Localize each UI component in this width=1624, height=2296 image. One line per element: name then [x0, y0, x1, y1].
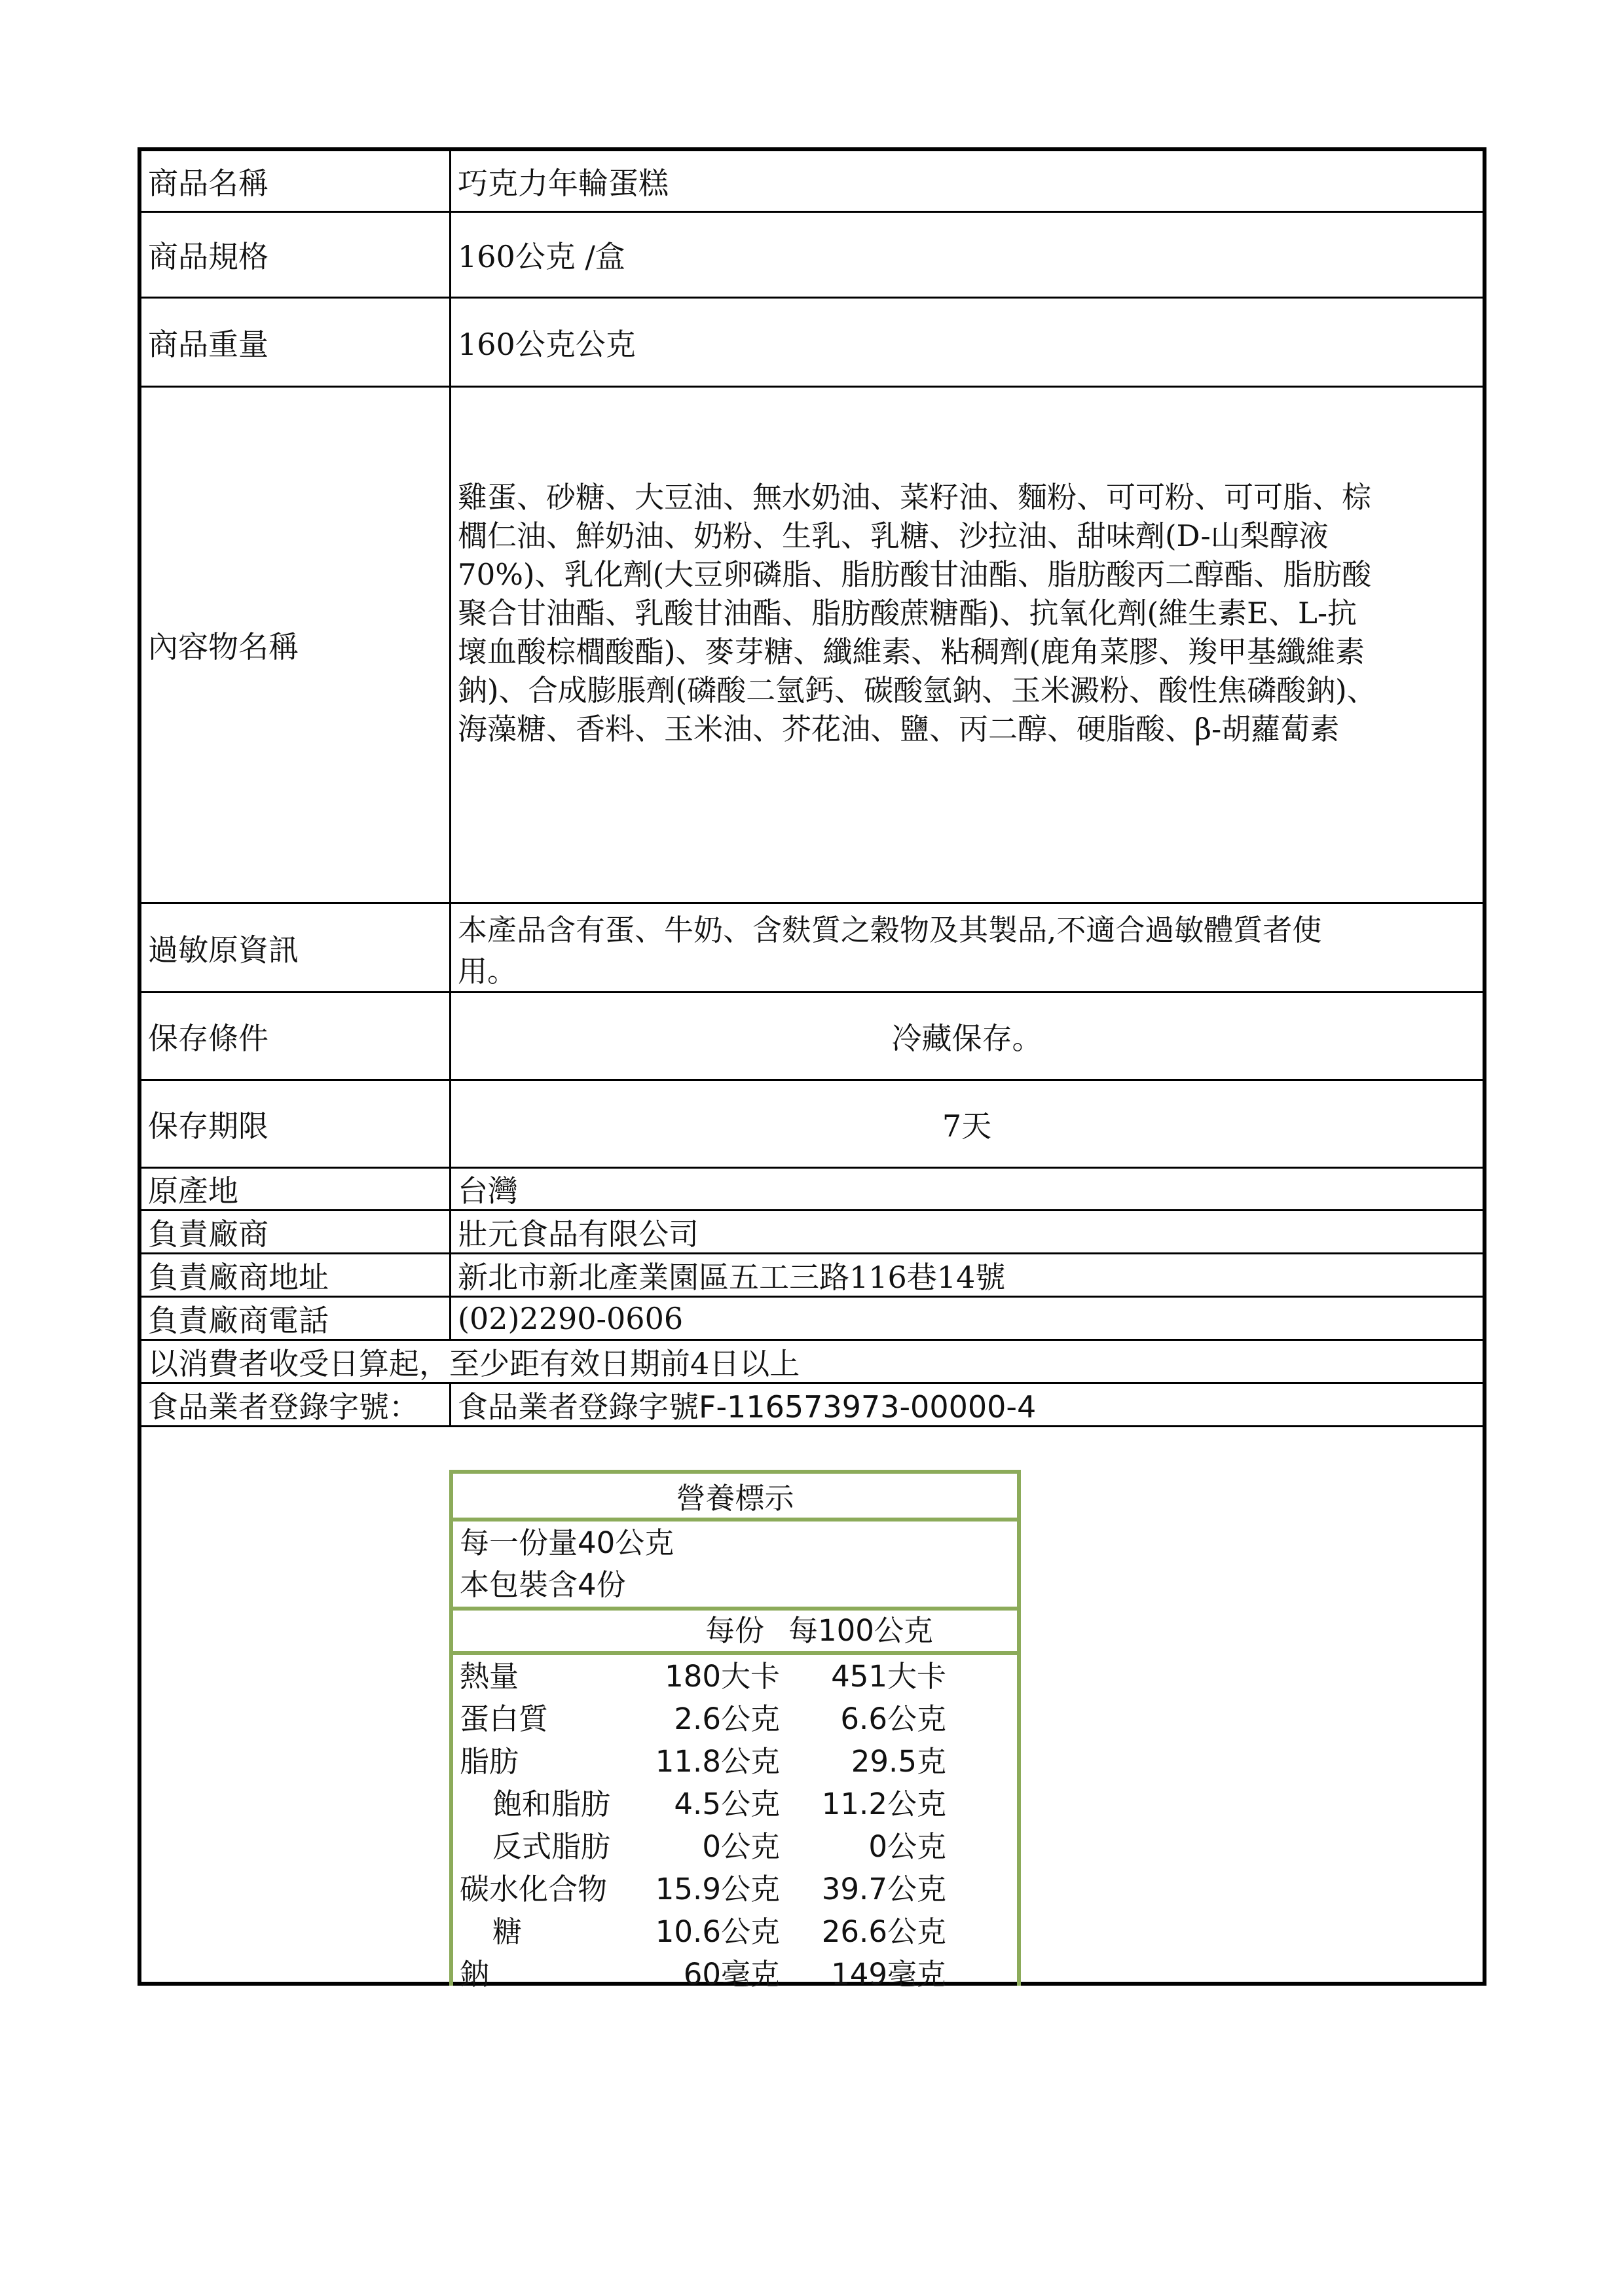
nutrition-panel: [449, 1470, 1021, 1992]
nutrition-rows: [453, 1655, 1017, 1992]
serving-size: 每一份量40公克: [460, 1525, 674, 1560]
nutrient-per-serving: 2.6公克: [674, 1702, 780, 1736]
label-registration: 食品業者登錄字號：: [141, 1384, 451, 1425]
label-product-name: 商品名稱: [141, 151, 451, 211]
ingredients-line: 櫚仁油、鮮奶油、奶粉、生乳、乳糖、沙拉油、甜味劑(D-山梨醇液: [458, 519, 1329, 553]
row-storage: [141, 993, 1483, 1081]
nutrient-per-serving: 180大卡: [665, 1659, 780, 1694]
nutrient-per-serving: 60毫克: [683, 1957, 780, 1992]
nutrient-per-serving: 15.9公克: [655, 1872, 780, 1906]
nutrient-name: 碳水化合物: [460, 1872, 608, 1906]
value-storage: 冷藏保存。: [891, 1020, 1043, 1056]
nutrition-row-sugar: [453, 1910, 1017, 1953]
label-ingredients: 內容物名稱: [141, 388, 451, 902]
column-per-100g: 每100公克: [788, 1613, 933, 1648]
value-product-weight: 160公克公克: [458, 326, 636, 362]
servings-per-package: 本包裝含4份: [460, 1567, 626, 1602]
row-registration: [141, 1384, 1483, 1427]
label-shelf-life: 保存期限: [141, 1081, 451, 1167]
nutrient-per-100g: 0公克: [868, 1829, 946, 1864]
nutrient-name: 糖: [492, 1914, 523, 1949]
nutrition-title: 營養標示: [453, 1474, 1017, 1522]
column-per-serving: 每份: [705, 1613, 765, 1648]
value-phone: (02)2290-0606: [458, 1300, 684, 1336]
value-origin: 台灣: [458, 1173, 518, 1209]
row-ingredients: [141, 388, 1483, 904]
allergen-text: [458, 909, 1483, 992]
nutrition-column-header: [453, 1611, 1017, 1655]
ingredients-line: 鈉)、合成膨脹劑(磷酸二氫鈣、碳酸氫鈉、玉米澱粉、酸性焦磷酸鈉)、: [458, 673, 1376, 708]
nutrition-row-sodium: [453, 1953, 1017, 1995]
nutrient-per-100g: 451大卡: [831, 1659, 946, 1694]
value-product-name: 巧克力年輪蛋糕: [458, 165, 669, 201]
label-storage: 保存條件: [141, 993, 451, 1079]
label-manufacturer: 負責廠商: [141, 1211, 451, 1252]
label-product-weight: 商品重量: [141, 299, 451, 386]
nutrition-row-carbohydrate: [453, 1868, 1017, 1910]
nutrient-name: 反式脂肪: [492, 1829, 611, 1864]
ingredients-line: 壞血酸棕櫚酸酯)、麥芽糖、纖維素、粘稠劑(鹿角菜膠、羧甲基纖維素: [458, 634, 1365, 669]
nutrient-name: 脂肪: [460, 1744, 519, 1779]
row-allergen: [141, 904, 1483, 993]
nutrient-per-100g: 149毫克: [831, 1957, 946, 1992]
nutrition-row-fat: [453, 1740, 1017, 1783]
value-address: 新北市新北產業園區五工三路116巷14號: [458, 1259, 1006, 1295]
row-shelf-life: [141, 1081, 1483, 1169]
nutrient-per-serving: 11.8公克: [655, 1744, 780, 1779]
nutrition-serving-info: [453, 1522, 1017, 1611]
nutrient-per-100g: 6.6公克: [840, 1702, 946, 1736]
nutrient-per-100g: 39.7公克: [821, 1872, 946, 1906]
value-shelf-life: 7天: [942, 1108, 992, 1144]
ingredients-line: 聚合甘油酯、乳酸甘油酯、脂肪酸蔗糖酯)、抗氧化劑(維生素E、L-抗: [458, 596, 1357, 630]
nutrition-row-trans-fat: [453, 1825, 1017, 1868]
nutrition-row-protein: [453, 1698, 1017, 1740]
row-phone: [141, 1298, 1483, 1341]
expiry-note: 以消費者收受日算起，至少距有效日期前4日以上: [148, 1345, 800, 1381]
nutrient-name: 蛋白質: [460, 1702, 549, 1736]
nutrient-name: 鈉: [460, 1957, 490, 1992]
row-product-name: [141, 151, 1483, 213]
value-manufacturer: 壯元食品有限公司: [458, 1216, 699, 1252]
nutrient-per-100g: 29.5克: [851, 1744, 946, 1779]
nutrient-name: 熱量: [460, 1659, 519, 1694]
nutrient-per-serving: 0公克: [702, 1829, 780, 1864]
label-allergen: 過敏原資訊: [141, 904, 451, 991]
value-product-spec: 160公克 /盒: [458, 239, 625, 274]
row-address: [141, 1254, 1483, 1298]
nutrient-per-100g: 11.2公克: [821, 1787, 946, 1821]
nutrient-per-serving: 10.6公克: [655, 1914, 780, 1949]
ingredients-text: [458, 478, 1483, 748]
row-product-weight: [141, 299, 1483, 388]
label-address: 負責廠商地址: [141, 1254, 451, 1296]
row-product-spec: [141, 213, 1483, 299]
label-origin: 原產地: [141, 1169, 451, 1209]
allergen-line: 用。: [458, 954, 517, 989]
ingredients-line: 雞蛋、砂糖、大豆油、無水奶油、菜籽油、麵粉、可可粉、可可脂、棕: [458, 480, 1372, 515]
value-registration: 食品業者登錄字號F-116573973-00000-4: [458, 1389, 1037, 1425]
ingredients-line: 海藻糖、香料、玉米油、芥花油、鹽、丙二醇、硬脂酸、β-胡蘿蔔素: [458, 712, 1340, 746]
ingredients-line: 70%)、乳化劑(大豆卵磷脂、脂肪酸甘油酯、脂肪酸丙二醇酯、脂肪酸: [458, 557, 1372, 592]
label-phone: 負責廠商電話: [141, 1298, 451, 1339]
nutrient-per-serving: 4.5公克: [674, 1787, 780, 1821]
row-expiry-note: [141, 1341, 1483, 1384]
nutrition-row-energy: [453, 1655, 1017, 1698]
nutrient-per-100g: 26.6公克: [821, 1914, 946, 1949]
nutrition-row-saturated-fat: [453, 1783, 1017, 1825]
label-product-spec: 商品規格: [141, 213, 451, 297]
allergen-line: 本產品含有蛋、牛奶、含麩質之穀物及其製品,不適合過敏體質者使: [458, 913, 1322, 947]
row-origin: [141, 1169, 1483, 1211]
nutrient-name: 飽和脂肪: [492, 1787, 611, 1821]
product-info-table: [138, 147, 1486, 1992]
row-manufacturer: [141, 1211, 1483, 1254]
